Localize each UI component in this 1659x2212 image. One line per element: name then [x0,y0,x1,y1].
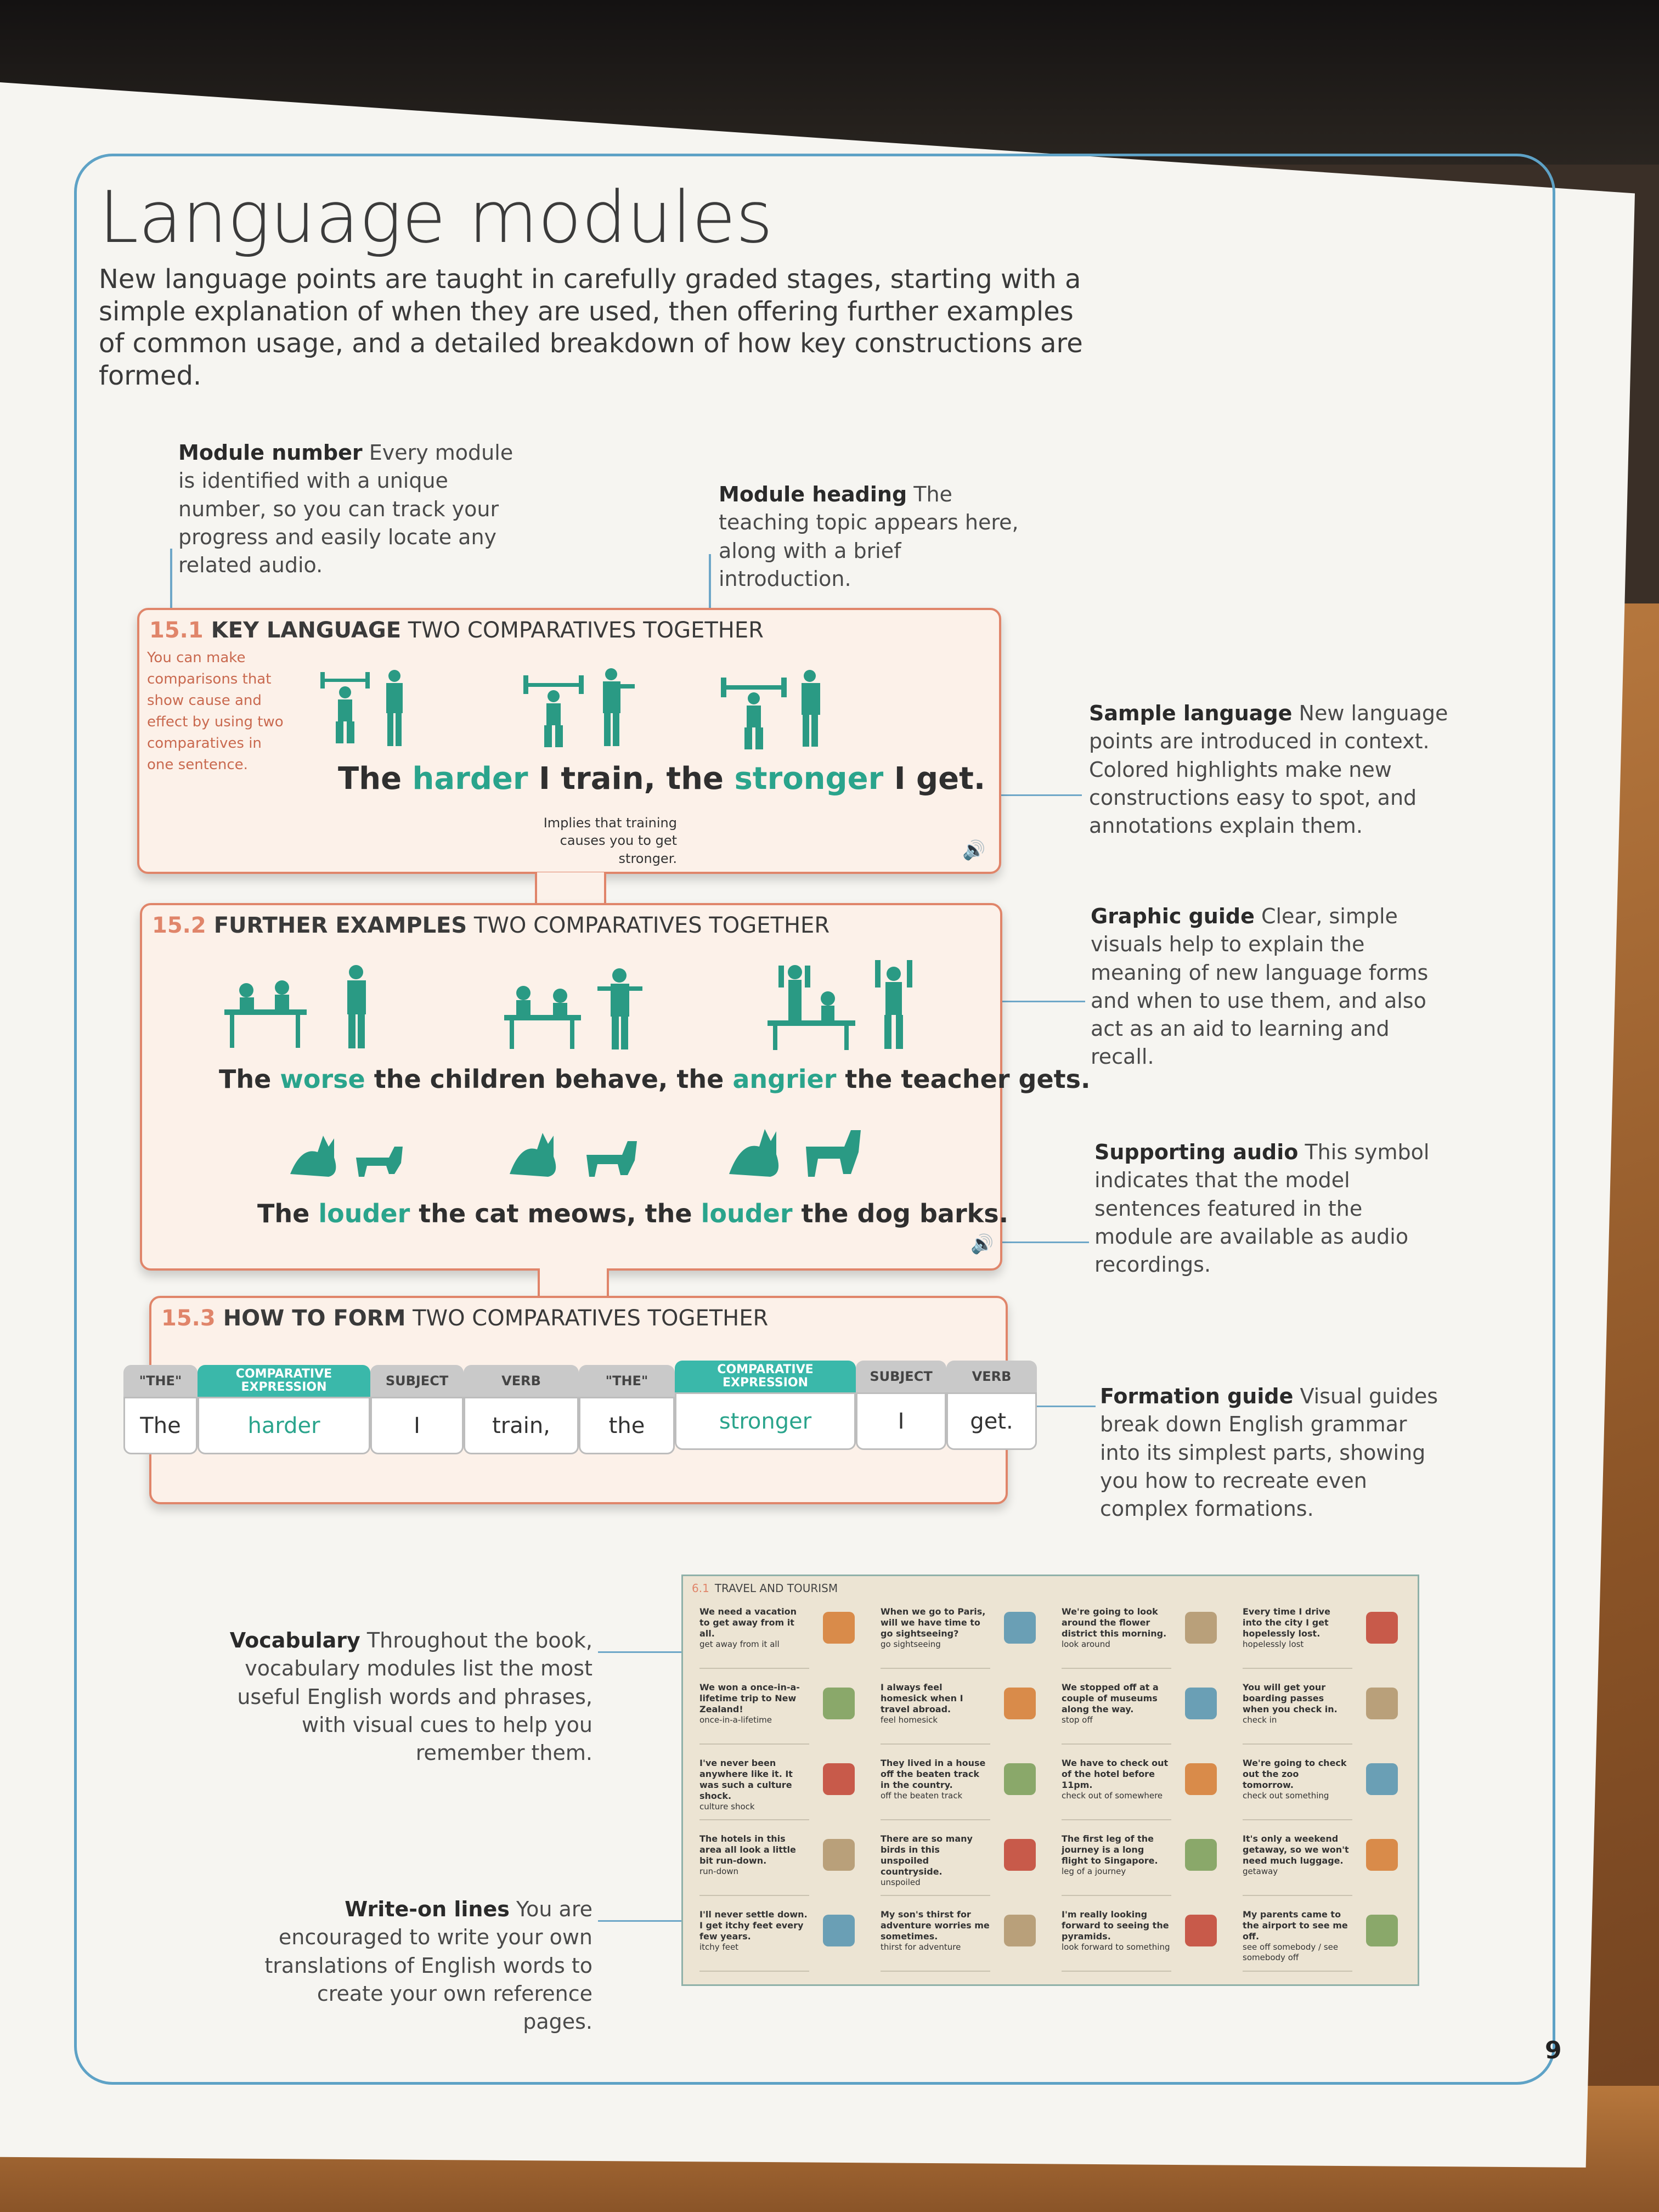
page-intro: New language points are taught in carefully graded stages, starting with a simple explanation of when they are used, then offering further examples of common usage, and a detailed breakdown of how key constructions are formed. [99,264,1083,391]
vocab-picture [1004,1688,1036,1719]
piece-label: COMPARATIVE EXPRESSION [675,1361,856,1392]
module-number: 15.1 [149,618,204,643]
write-on-line[interactable] [881,1971,990,1972]
vocab-sentence: We won a once-in-a-lifetime trip to New Zealand! [699,1682,800,1714]
vocab-entry [881,1682,990,1725]
write-on-line[interactable] [1062,1668,1171,1669]
callout-text: Every module is identified with a unique number, so you can track your progress and easily locate any related audio. [178,441,514,578]
vocab-word: once-in-a-lifetime [699,1715,772,1725]
piece-word: I [370,1397,464,1454]
formation-piece [370,1365,464,1454]
write-on-line[interactable] [1243,1819,1352,1820]
callout-module-number [178,439,535,579]
vocab-entry [699,1682,809,1725]
piece-label: VERB [464,1365,579,1397]
vocab-word: leg of a journey [1062,1866,1126,1876]
callout-supporting-audio [1094,1138,1446,1279]
vocab-picture [823,1612,855,1644]
formation-piece [856,1361,946,1450]
module-topic: TWO COMPARATIVES TOGETHER [473,913,830,938]
vocab-sentence: We have to check out of the hotel before 11pm. [1062,1758,1169,1790]
callout-heading: Write-on lines [345,1897,510,1921]
write-on-line[interactable] [881,1668,990,1669]
vocab-sentence: We're going to check out the zoo tomorrow. [1243,1758,1347,1790]
vocab-sentence: The first leg of the journey is a long flight to Singapore. [1062,1833,1158,1866]
vocab-entry [1062,1682,1171,1725]
vocab-sentence: I've never been anywhere like it. It was such a culture shock. [699,1758,793,1801]
vocab-sentence: My parents came to the airport to see me off. [1243,1909,1348,1942]
vocab-word: thirst for adventure [881,1942,961,1952]
vocab-picture [1185,1915,1217,1946]
vocab-sentence: It's only a weekend getaway, so we won't need much luggage. [1243,1833,1349,1866]
sentence-highlight: angrier [732,1064,837,1094]
module-heading [152,913,830,938]
sample-sentence [338,761,985,797]
piece-label: SUBJECT [370,1365,464,1397]
vocab-entry [1243,1682,1352,1725]
example-sentence-2 [257,1199,1008,1228]
vocab-picture [1366,1839,1398,1871]
piece-label: COMPARATIVE EXPRESSION [198,1365,370,1397]
vocab-word: get away from it all [699,1639,780,1649]
vocab-word: run-down [699,1866,739,1876]
module-heading [161,1306,768,1331]
write-on-line[interactable] [881,1895,990,1896]
vocab-number: 6.1 [692,1582,709,1595]
callout-write-on-lines [252,1895,592,2036]
vocab-entry [881,1758,990,1801]
formation-piece [198,1365,370,1454]
vocab-sentence: I'll never settle down. I get itchy feet every few years. [699,1909,808,1942]
vocab-picture [1366,1915,1398,1946]
vocab-word: hopelessly lost [1243,1639,1304,1649]
vocab-sentence: My son's thirst for adventure worries me sometimes. [881,1909,990,1942]
module-kind: HOW TO FORM [223,1306,406,1331]
sentence-part: I train, the [528,761,735,797]
callout-heading: Module heading [719,482,907,506]
vocab-entry [1062,1909,1171,1953]
formation-piece [579,1365,675,1454]
write-on-line[interactable] [699,1743,809,1745]
piece-word: stronger [675,1392,856,1450]
vocab-entry [1243,1758,1352,1801]
piece-label: SUBJECT [856,1361,946,1392]
vocab-word: culture shock [699,1802,755,1812]
vocab-word: go sightseeing [881,1639,941,1649]
formation-piece [675,1361,856,1450]
piece-word: get. [946,1392,1037,1450]
vocab-word: getaway [1243,1866,1278,1876]
vocab-sentence: You will get your boarding passes when you check in. [1243,1682,1338,1714]
sentence-annotation: Implies that training causes you to get stronger. [543,815,677,866]
piece-label: "THE" [579,1365,675,1397]
module-connector [535,872,606,905]
write-on-line[interactable] [881,1819,990,1820]
vocab-entry [699,1758,809,1812]
sentence-part: the dog barks. [792,1199,1009,1228]
formation-piece [946,1361,1037,1450]
vocab-entry [1062,1606,1171,1650]
piece-label: VERB [946,1361,1037,1392]
write-on-line[interactable] [1243,1743,1352,1745]
vocab-picture [823,1839,855,1871]
vocab-picture [1004,1915,1036,1946]
write-on-line[interactable] [699,1819,809,1820]
leader-line [996,1242,1089,1243]
page-number: 9 [1545,2036,1562,2064]
callout-heading: Sample language [1089,701,1293,725]
vocab-picture [1366,1612,1398,1644]
vocab-entry [1062,1758,1171,1801]
module-topic: TWO COMPARATIVES TOGETHER [408,618,764,643]
module-heading [149,618,764,643]
vocab-picture [1185,1688,1217,1719]
write-on-line[interactable] [1243,1971,1352,1972]
callout-heading: Module number [178,441,363,465]
callout-text: This symbol indicates that the model sentences featured in the module are available as audio recordings. [1094,1140,1430,1277]
vocab-picture [1004,1612,1036,1644]
piece-label: "THE" [123,1365,198,1397]
leader-line [170,549,172,614]
module-15-1 [137,608,1001,874]
sentence-highlight: worse [280,1064,365,1094]
vocab-word: off the beaten track [881,1791,963,1801]
vocab-sentence: There are so many birds in this unspoiled countryside. [881,1833,973,1877]
vocabulary-module-thumbnail [681,1575,1419,1986]
callout-heading: Supporting audio [1094,1140,1299,1164]
sentence-part: I get. [883,761,986,797]
sentence-part: The [219,1064,280,1094]
vocab-word: look around [1062,1639,1110,1649]
vocab-picture [1004,1839,1036,1871]
example-sentence-1 [219,1064,1091,1094]
classroom-illustration [219,960,987,1053]
vocab-entry [699,1909,809,1953]
write-on-line[interactable] [1243,1668,1352,1669]
sentence-part: The [338,761,413,797]
vocab-sentence: We need a vacation to get away from it all. [699,1606,797,1639]
vocab-entry [699,1606,809,1650]
vocab-word: check in [1243,1715,1277,1725]
write-on-line[interactable] [699,1895,809,1896]
sentence-highlight: louder [318,1199,410,1228]
sentence-part: The [257,1199,319,1228]
write-on-line[interactable] [699,1668,809,1669]
vocab-heading [692,1582,838,1595]
sentence-part: the cat meows, the [410,1199,701,1228]
piece-word: harder [198,1397,370,1454]
vocab-picture [1185,1839,1217,1871]
callout-graphic-guide [1091,902,1453,1071]
audio-speaker-icon[interactable]: 🔊 [962,839,986,861]
write-on-line[interactable] [1062,1743,1171,1745]
callout-module-heading [719,481,1026,593]
vocab-picture [1366,1688,1398,1719]
write-on-line[interactable] [699,1971,809,1972]
module-side-note: You can make comparisons that show cause and effect by using two comparatives in one sentence. [147,650,284,773]
vocab-word: look forward to something [1062,1942,1170,1952]
callout-text: The teaching topic appears here, along with a brief introduction. [719,482,1019,591]
callout-text: New language points are introduced in context. Colored highlights make new constructions easy to spot, and annotations explain them. [1089,701,1448,838]
audio-speaker-icon[interactable]: 🔊 [970,1233,994,1255]
vocab-picture [823,1688,855,1719]
piece-word: the [579,1397,675,1454]
vocab-word: check out something [1243,1791,1329,1801]
vocab-sentence: Every time I drive into the city I get hopelessly lost. [1243,1606,1330,1639]
write-on-line[interactable] [1062,1895,1171,1896]
vocab-entry [1062,1833,1171,1877]
vocab-sentence: When we go to Paris, will we have time to go sightseeing? [881,1606,986,1639]
module-topic: TWO COMPARATIVES TOGETHER [413,1306,769,1331]
vocab-sentence: They lived in a house off the beaten track in the country. [881,1758,986,1790]
callout-formation-guide [1100,1383,1451,1523]
callout-sample-language [1089,699,1451,840]
module-15-2 [140,903,1091,1271]
callout-text: You are encouraged to write your own translations of English words to create your own reference pages. [264,1897,592,2034]
module-kind: KEY LANGUAGE [211,618,402,643]
vocab-picture [1366,1763,1398,1795]
piece-word: The [123,1397,198,1454]
formation-piece [464,1365,579,1454]
weightlifting-illustration [309,662,995,761]
vocab-entry [1243,1606,1352,1650]
callout-text: Clear, simple visuals help to explain the meaning of new language forms and when to use them, and also act as an aid to learning and recall. [1091,904,1429,1069]
vocab-picture [823,1763,855,1795]
sentence-highlight: harder [412,761,528,797]
write-on-line[interactable] [881,1743,990,1745]
callout-heading: Graphic guide [1091,904,1255,928]
vocab-word: check out of somewhere [1062,1791,1163,1801]
vocab-entry [699,1833,809,1877]
piece-word: train, [464,1397,579,1454]
vocab-picture [1185,1763,1217,1795]
vocab-entry [1243,1833,1352,1877]
vocab-sentence: We're going to look around the flower district this morning. [1062,1606,1167,1639]
write-on-line[interactable] [1062,1971,1171,1972]
vocab-word: unspoiled [881,1877,921,1887]
vocab-entry [1243,1909,1352,1963]
write-on-line[interactable] [1062,1819,1171,1820]
sentence-part: the children behave, the [365,1064,733,1094]
vocab-entry [881,1606,990,1650]
formation-piece [123,1365,198,1454]
module-number: 15.3 [161,1306,216,1331]
vocab-sentence: The hotels in this area all look a little bit run-down. [699,1833,796,1866]
vocab-picture [1185,1612,1217,1644]
sentence-highlight: stronger [734,761,884,797]
callout-vocabulary [198,1627,592,1767]
vocab-word: see off somebody / see somebody off [1243,1942,1339,1962]
callout-heading: Formation guide [1100,1384,1294,1408]
page-title: Language modules [99,176,773,259]
piece-word: I [856,1392,946,1450]
vocab-entry [881,1833,990,1888]
sentence-part: the teacher gets. [836,1064,1091,1094]
callout-text: Visual guides break down English grammar into its simplest parts, showing you how to recreate even complex formations. [1100,1384,1438,1521]
callout-heading: Vocabulary [229,1628,360,1652]
vocab-entry [881,1909,990,1953]
vocab-sentence: I'm really looking forward to seeing the pyramids. [1062,1909,1169,1942]
vocab-word: stop off [1062,1715,1093,1725]
cat-dog-illustration [279,1114,938,1185]
vocab-word: feel homesick [881,1715,938,1725]
module-kind: FURTHER EXAMPLES [213,913,467,938]
module-number: 15.2 [152,913,206,938]
write-on-line[interactable] [1243,1895,1352,1896]
vocab-sentence: I always feel homesick when I travel abroad. [881,1682,963,1714]
vocab-word: itchy feet [699,1942,739,1952]
vocab-sentence: We stopped off at a couple of museums along the way. [1062,1682,1159,1714]
vocab-picture [1004,1763,1036,1795]
vocab-picture [823,1915,855,1946]
vocab-title: TRAVEL AND TOURISM [714,1582,838,1595]
callout-text: Throughout the book, vocabulary modules list the most useful English words and phrases, with visual cues to help you remember them. [237,1628,592,1765]
sentence-highlight: louder [701,1199,793,1228]
